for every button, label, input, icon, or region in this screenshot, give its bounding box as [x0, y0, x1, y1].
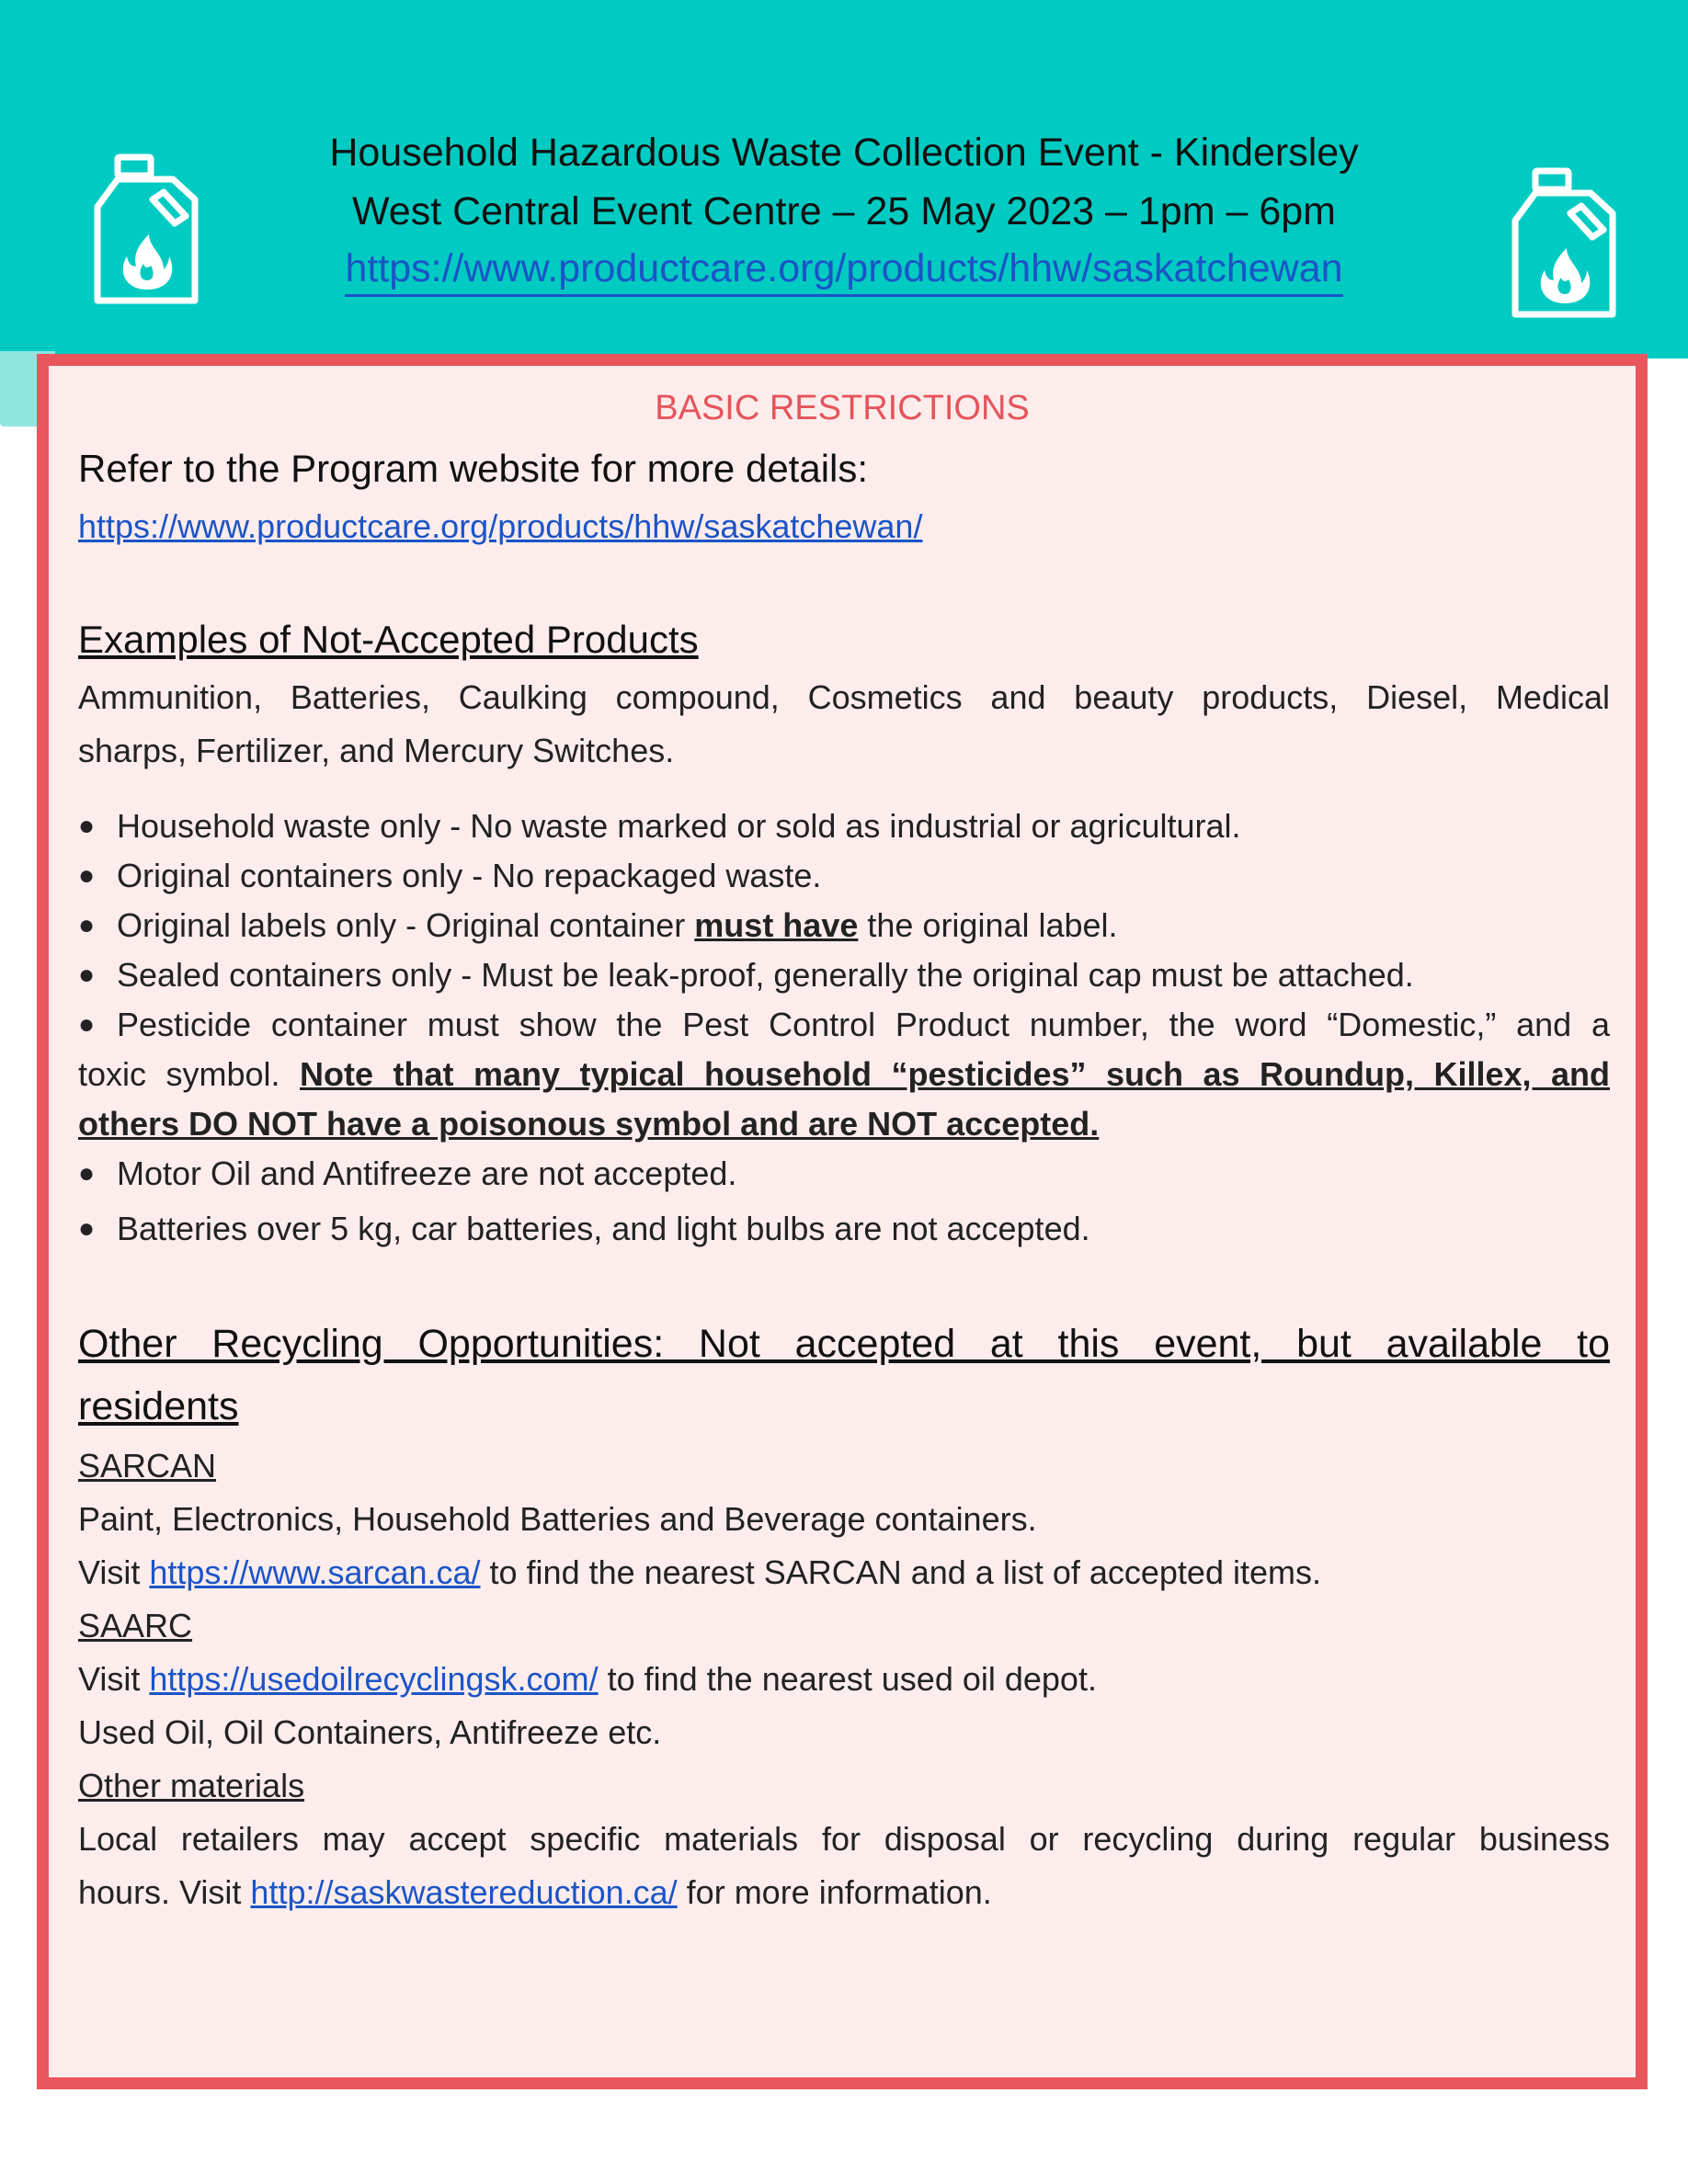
list-item: ● Household waste only - No waste marked or sold as industrial or agricultural.: [78, 807, 1241, 845]
flammable-container-icon: [1508, 165, 1620, 324]
flammable-container-icon: [90, 152, 202, 310]
sarcan-items: Paint, Electronics, Household Batteries and Beverage containers.: [78, 1500, 1037, 1538]
other-materials-label: Other materials: [78, 1767, 305, 1804]
saarc-link[interactable]: https://usedoilrecyclingsk.com/: [149, 1660, 599, 1698]
saarc-items: Used Oil, Oil Containers, Antifreeze etc.: [78, 1713, 662, 1751]
pesticide-note-line: others DO NOT have a poisonous symbol and are NOT accepted.: [78, 1105, 1100, 1143]
list-item: ● Original containers only - No repackaged waste.: [78, 857, 822, 894]
other-recycling-heading: Other Recycling Opportunities: Not accepted at this event, but available to: [78, 1322, 1610, 1366]
event-link[interactable]: https://www.productcare.org/products/hhw/saskatchewan: [230, 239, 1458, 298]
sarcan-link[interactable]: https://www.sarcan.ca/: [149, 1553, 481, 1591]
other-recycling-heading-cont: residents: [78, 1384, 239, 1428]
event-title: Household Hazardous Waste Collection Event - Kindersley: [329, 131, 1359, 175]
not-accepted-list-line1: Ammunition, Batteries, Caulking compound, Cosmetics and beauty products, Diesel, Medical: [78, 678, 1610, 716]
not-accepted-heading: Examples of Not-Accepted Products: [78, 618, 699, 661]
refer-text: Refer to the Program website for more details:: [78, 447, 869, 490]
must-have-emphasis: must have: [694, 906, 859, 944]
basic-restrictions-heading: BASIC RESTRICTIONS: [655, 389, 1030, 427]
pesticide-note-line: toxic symbol. Note that many typical household “pesticides” such as Roundup, Killex, and: [78, 1055, 1610, 1093]
not-accepted-list-line2: sharps, Fertilizer, and Mercury Switches.: [78, 732, 675, 769]
event-location-date: West Central Event Centre – 25 May 2023 – 1pm – 6pm: [352, 189, 1336, 233]
list-item: ● Pesticide container must show the Pest Control Product number, the word “Domestic,” and a: [78, 1006, 1610, 1043]
saarc-visit-line: Visit https://usedoilrecyclingsk.com/ to find the nearest used oil depot.: [78, 1660, 1097, 1698]
program-website-link[interactable]: https://www.productcare.org/products/hhw/saskatchewan/: [78, 507, 923, 545]
list-item: ● Batteries over 5 kg, car batteries, and light bulbs are not accepted.: [78, 1210, 1090, 1247]
sarcan-visit-line: Visit https://www.sarcan.ca/ to find the nearest SARCAN and a list of accepted items.: [78, 1553, 1321, 1591]
other-materials-line2: hours. Visit http://saskwastereduction.ca/ for more information.: [78, 1873, 992, 1911]
saarc-label: SAARC: [78, 1607, 193, 1644]
saskwastereduction-link[interactable]: http://saskwastereduction.ca/: [250, 1873, 678, 1911]
sarcan-label: SARCAN: [78, 1447, 217, 1484]
list-item: ● Motor Oil and Antifreeze are not accepted.: [78, 1155, 737, 1192]
list-item: ● Original labels only - Original container must have the original label.: [78, 906, 1118, 944]
other-materials-line1: Local retailers may accept specific materials for disposal or recycling during regular business: [78, 1820, 1610, 1858]
list-item: ● Sealed containers only - Must be leak-proof, generally the original cap must be attached.: [78, 956, 1414, 994]
